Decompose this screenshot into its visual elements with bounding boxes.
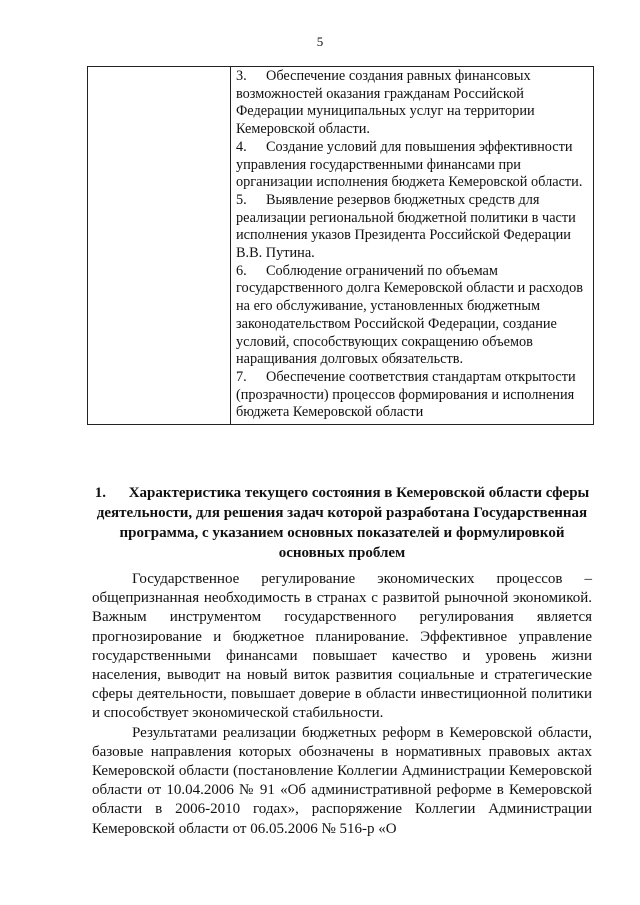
list-item-text: Соблюдение ограничений по объемам государственного долга Кемеровской области и расходов на его обслуживание, установленных бюджетным законодательством Российской Федерации, создание условий, способствующих сокращению объемов наращивания долговых обязательств. — [236, 262, 584, 368]
table-right-cell — [231, 67, 594, 425]
list-item-number: 5. — [236, 191, 247, 208]
paragraph: Государственное регулирование экономических процессов – общепризнанная необходимость в странах с развитой рыночной экономикой. Важным инструментом государственного регулирования является прогнозирование и бюджетное планирование. Эффективное управление государственными финансами повышает качество и уровень жизни населения, выводит на новый виток развития социальные и стратегические сферы деятельности, повышает доверие в области инвестиционной политики и способствует экономической стабильности. — [92, 571, 592, 722]
list-item — [236, 192, 589, 263]
paragraph: Результатами реализации бюджетных реформ в Кемеровской области, базовые направления которых обозначены в нормативных правовых актах Кемеровской области (постановление Коллегии Администрации Кемеровской области от 10.04.2006 № 91 «Об административной реформе в Кемеровской области в 2006-2010 годах», распоряжение Коллегии Администрации Кемеровской области от 06.05.2006 № 516-р «О — [92, 724, 592, 837]
section-number: 1. — [94, 485, 106, 501]
list-item — [236, 369, 589, 422]
list-item-text: Обеспечение создания равных финансовых возможностей оказания гражданам Российской Федерации муниципальных услуг на территории Кемеровской области. — [236, 68, 535, 138]
list-item-text: Создание условий для повышения эффективности управления государственными финансами при организации исполнения бюджета Кемеровской области. — [236, 138, 583, 191]
list-item — [236, 139, 589, 192]
body-text — [92, 570, 592, 839]
list-item — [236, 68, 589, 139]
section-title: Характеристика текущего состояния в Кемеровской области сферы деятельности, для решения задач которой разработана Государственная программа, с указанием основных показателей и формулировкой основных проблем — [96, 485, 590, 561]
list-item-number: 6. — [236, 262, 247, 279]
section-heading — [92, 483, 592, 563]
table-row — [88, 67, 594, 425]
list-item-number: 7. — [236, 368, 247, 385]
page-number: 5 — [316, 34, 324, 49]
list-item — [236, 263, 589, 369]
list-item-number: 4. — [236, 138, 247, 155]
goals-table — [87, 66, 594, 425]
list-item-number: 3. — [236, 68, 247, 84]
table-left-cell — [88, 67, 231, 425]
list-item-text: Выявление резервов бюджетных средств для реализации региональной бюджетной политики в части исполнения указов Президента Российской Федерации В.В. Путина. — [236, 191, 576, 262]
list-item-text: Обеспечение соответствия стандартам открытости (прозрачности) процессов формирования и исполнения бюджета Кемеровской области — [236, 368, 576, 421]
